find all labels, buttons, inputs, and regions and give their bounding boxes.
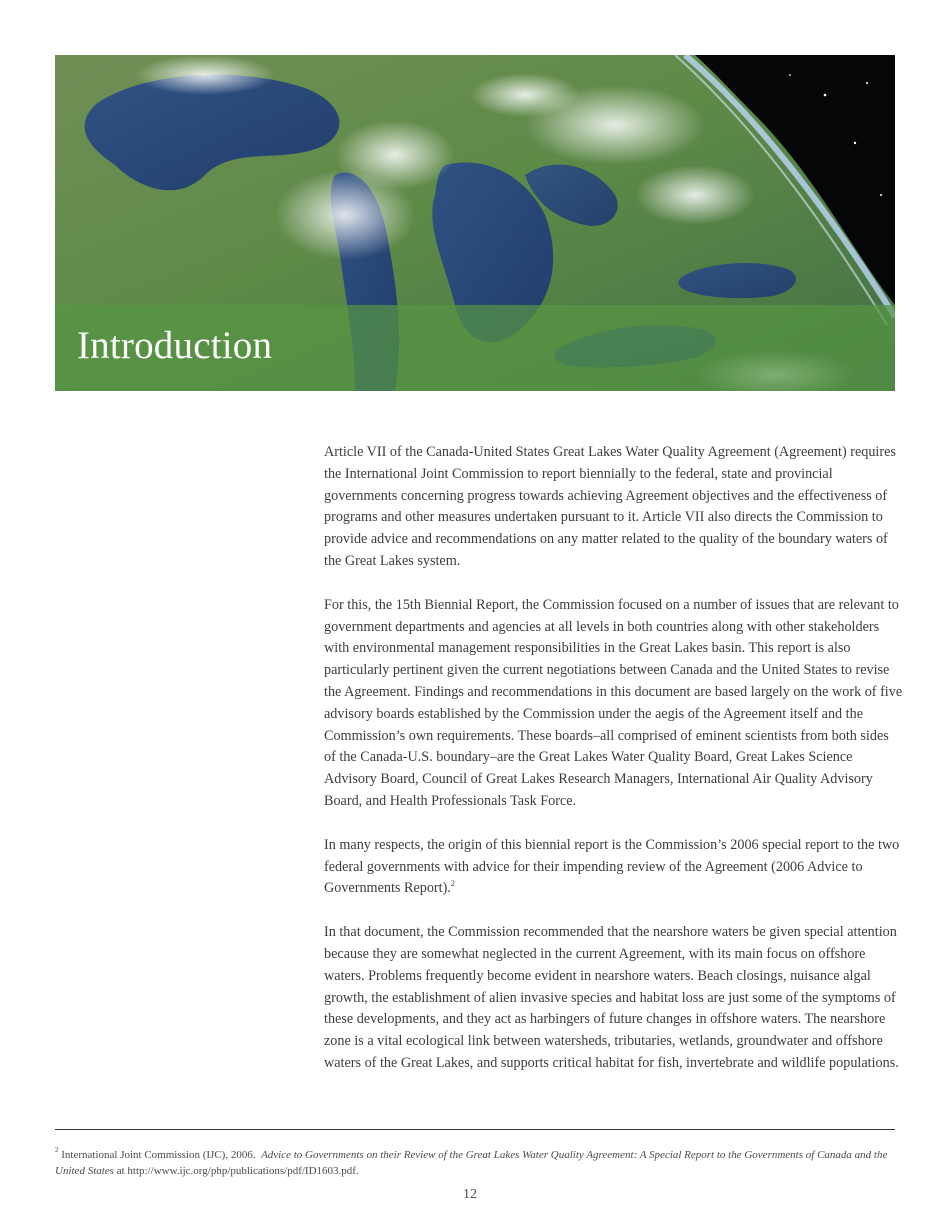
paragraph-3 <box>324 835 904 900</box>
footnote-lead: International Joint Commission (IJC), 2006. <box>61 1149 256 1161</box>
body-text <box>324 442 904 1097</box>
footnote-reference[interactable]: 2 <box>450 878 455 888</box>
paragraph-2: For this, the 15th Biennial Report, the Commission focused on a number of issues that are relevant to government departments and agencies at all levels in both countries along with other stakeholders with environmental management responsibilities in the Great Lakes basin. This report is also particularly pertinent given the current negotiations between Canada and the United States to revise the Agreement. Findings and recommendations in this document are based largely on the work of five advisory boards established by the Commission under the aegis of the Agreement itself and the Commission’s own requirements. These boards–all comprised of eminent scientists from both sides of the Canada-U.S. boundary–are the Great Lakes Water Quality Board, Great Lakes Science Advisory Board, Council of Great Lakes Research Managers, International Air Quality Advisory Board, and Health Professionals Task Force. <box>324 596 903 809</box>
footnote <box>55 1147 915 1179</box>
footnote-tail: at http://www.ijc.org/php/publications/pdf/ID1603.pdf. <box>116 1165 359 1177</box>
footnote-title: Advice to Governments on their Review of the Great Lakes Water Quality Agreement: A Special Report to the Governments of Canada and the United States <box>55 1149 888 1177</box>
footnote-divider <box>55 1129 895 1130</box>
paragraph-1: Article VII of the Canada-United States Great Lakes Water Quality Agreement (Agreement) requires the International Joint Commission to report biennially to the federal, state and provincial governments concerning progress towards achieving Agreement objectives and the effectiveness of programs and other measures undertaken pursuant to it. Article VII also directs the Commission to provide advice and recommendations on any matter related to the quality of the boundary waters of the Great Lakes system. <box>324 444 896 569</box>
paragraph-3-text: In many respects, the origin of this biennial report is the Commission’s 2006 special report to the two federal governments with advice for their impending review of the Agreement (2006 Advice to Governments Report). <box>324 836 900 897</box>
footnote-number: 2 <box>55 1146 59 1155</box>
page-title: Introduction <box>77 324 273 367</box>
cover-satellite-image <box>55 55 895 391</box>
page-number: 12 <box>463 1187 477 1202</box>
paragraph-4: In that document, the Commission recommended that the nearshore waters be given special attention because they are somewhat neglected in the current Agreement, with its main focus on offshore waters. Problems frequently become evident in nearshore waters. Beach closings, nuisance algal growth, the establishment of alien invasive species and habitat loss are just some of the symptoms of these developments, and they act as harbingers of future changes in offshore waters. The nearshore zone is a vital ecological link between watersheds, tributaries, wetlands, groundwater and offshore waters of the Great Lakes, and supports critical habitat for fish, invertebrate and wildlife populations. <box>324 924 899 1071</box>
